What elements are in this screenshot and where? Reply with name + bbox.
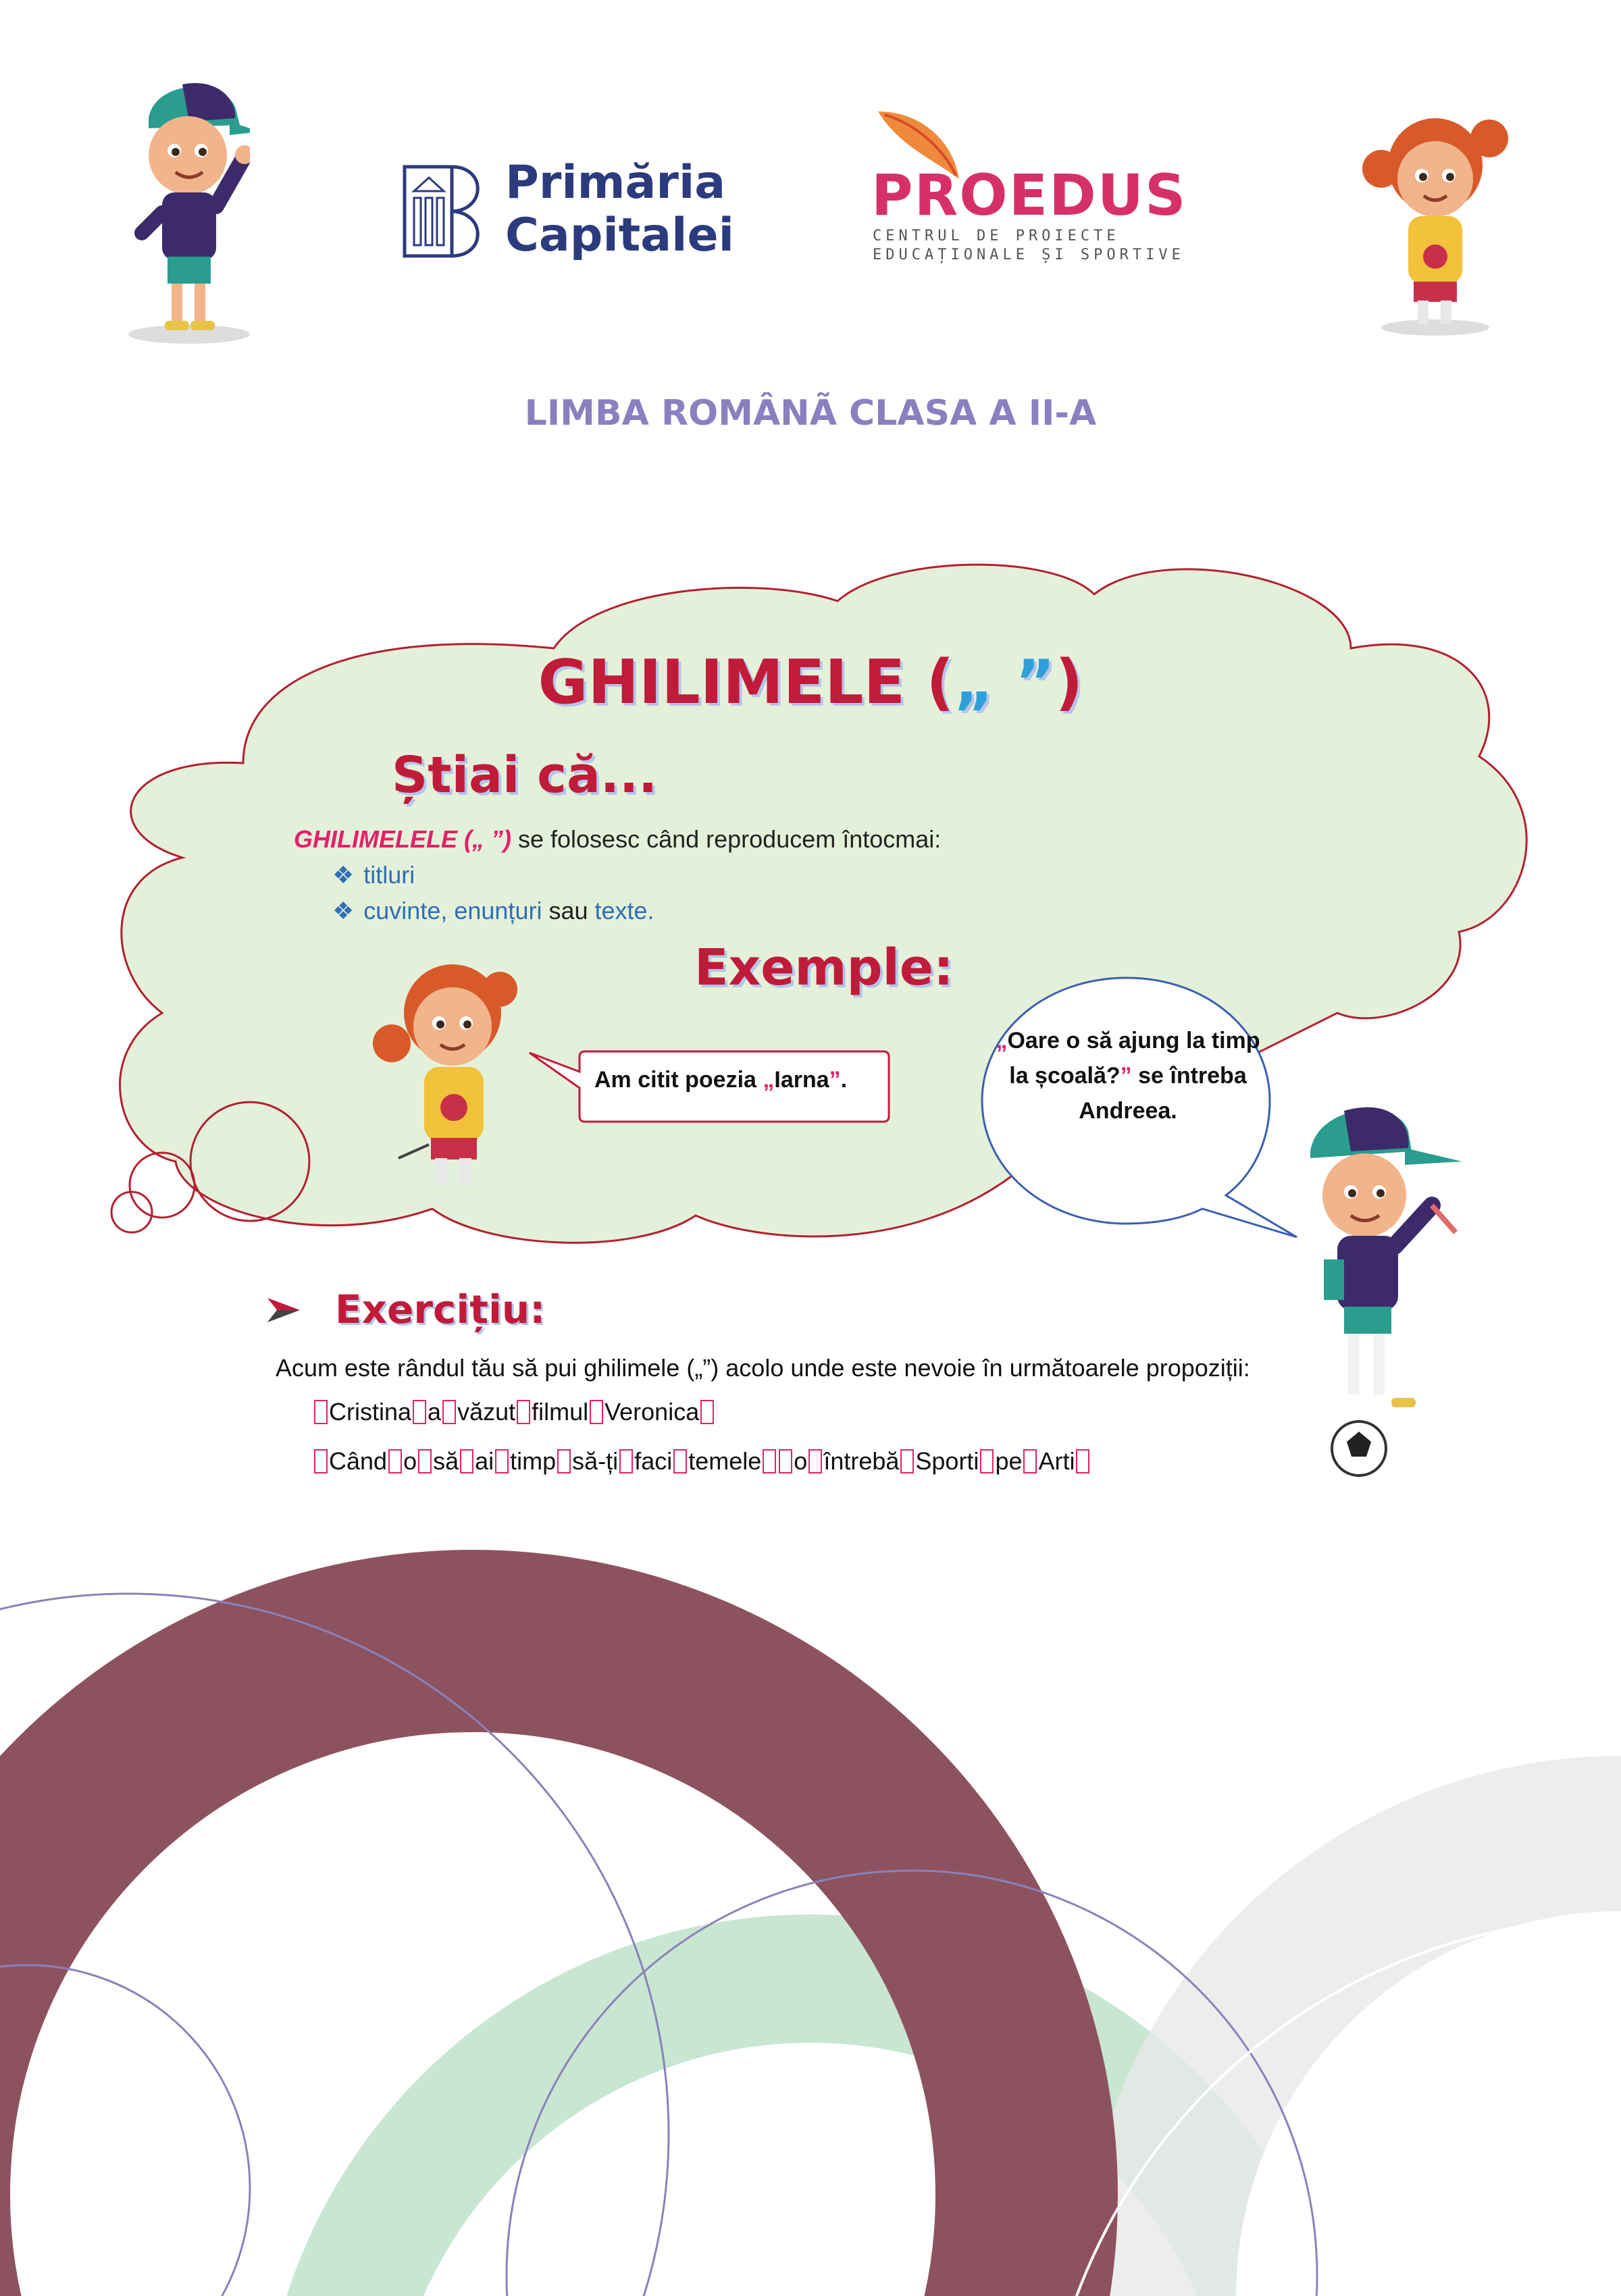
answer-box[interactable] [314,1400,328,1424]
sentence-word: să [433,1447,459,1475]
sentence-word: întrebă [823,1447,900,1475]
primaria-name [505,157,734,262]
sentence-word: Cristina [329,1398,412,1426]
answer-box[interactable] [1023,1449,1037,1473]
sentence-word: ai [475,1447,494,1475]
answer-box[interactable] [673,1449,687,1473]
sentence-word: Arti [1038,1447,1075,1475]
proedus-tagline-line1: CENTRUL DE PROIECTE [873,228,1120,244]
answer-box[interactable] [700,1400,714,1424]
sentence-word: timp [510,1447,557,1475]
answer-box[interactable] [413,1400,426,1424]
lesson-title [0,647,1621,718]
definition-term: GHILIMELELE („ ”) [294,825,511,853]
definition [294,825,941,854]
primaria-line2: Capitalei [505,209,734,262]
page-heading: LIMBA ROMÂNÃ CLASA A II-A [524,393,1097,434]
sentence-word: faci [634,1447,673,1475]
bullet-text-connector: sau [542,897,595,924]
primaria-logo [402,164,483,262]
answer-box[interactable] [388,1449,402,1473]
sentence-word: filmul [532,1398,589,1426]
answer-box[interactable] [418,1449,432,1473]
boy-with-ball-image [1297,1091,1472,1482]
exercise-instruction: Acum este rândul tău să pui ghilimele („”) acolo unde este nevoie în următoarele propoziții: [276,1354,1250,1382]
arrow-bullet-icon [265,1295,303,1325]
answer-box[interactable] [314,1449,328,1473]
answer-box[interactable] [779,1449,792,1473]
did-you-know-heading: Știai că... [392,746,658,804]
sentence-word: o [794,1447,808,1475]
sentence-word: văzut [457,1398,516,1426]
bullet-item [332,897,654,925]
answer-box[interactable] [590,1400,603,1424]
example1-end: . [840,1067,848,1093]
sentence-word: să-ți [572,1447,619,1475]
example1-text [594,1067,847,1093]
example1-open-quote: „ [763,1067,775,1093]
example2-open-quote: „ [996,1028,1008,1053]
answer-box[interactable] [900,1449,914,1473]
sentence-word: Sporti [915,1447,979,1475]
proedus-tagline [873,227,1185,265]
answer-box[interactable] [495,1449,509,1473]
bullet-text-end: texte. [594,897,654,924]
girl-painter-image [365,949,534,1199]
lesson-title-quotes: „ ” [954,647,1056,718]
sentence-word: Veronica [604,1398,700,1426]
diamond-bullet-icon: ❖ [332,861,355,889]
exercise-sentence-2 [313,1447,1091,1476]
answer-box[interactable] [763,1449,776,1473]
answer-box[interactable] [619,1449,633,1473]
example2-quote: Oare o să ajung la timp la școală? [1007,1028,1260,1089]
answer-box[interactable] [517,1400,530,1424]
example1-prefix: Am citit poezia [594,1067,763,1093]
example1-close-quote: ” [829,1067,841,1093]
example2-text [993,1023,1263,1128]
bullet-text: cuvinte, enunțuri [363,897,542,924]
example2-close-quote: ” [1120,1063,1132,1089]
answer-box[interactable] [442,1400,456,1424]
sentence-word: temele [688,1447,762,1475]
exercise-sentence-1 [313,1398,715,1426]
answer-box[interactable] [1076,1449,1089,1473]
sentence-word: a [428,1398,442,1426]
lesson-title-close: ) [1055,647,1083,718]
examples-heading: Exemple: [694,939,954,997]
bullet-text: titluri [363,861,415,889]
sentence-word: Când [329,1447,388,1475]
example1-word: Iarna [774,1067,829,1093]
proedus-name: PROEDUS [871,162,1187,228]
primaria-emblem-icon [402,164,483,259]
sentence-word: o [403,1447,417,1475]
proedus-tagline-line2: EDUCAȚIONALE ȘI SPORTIVE [873,246,1185,263]
boy-mascot-image [115,71,250,348]
girl-mascot-image [1354,105,1510,341]
answer-box[interactable] [460,1449,473,1473]
primaria-line1: Primăria [505,156,726,209]
answer-box[interactable] [980,1449,994,1473]
lesson-title-main: GHILIMELE ( [538,647,954,718]
example2-rest: se întreba Andreea. [1079,1063,1247,1124]
answer-box[interactable] [557,1449,571,1473]
sentence-word: pe [995,1447,1023,1475]
diamond-bullet-icon: ❖ [332,897,355,924]
bullet-item [332,861,415,889]
exercise-heading: Exercițiu: [335,1286,546,1332]
definition-text: se folosesc când reproducem întocmai: [511,825,942,853]
answer-box[interactable] [808,1449,822,1473]
